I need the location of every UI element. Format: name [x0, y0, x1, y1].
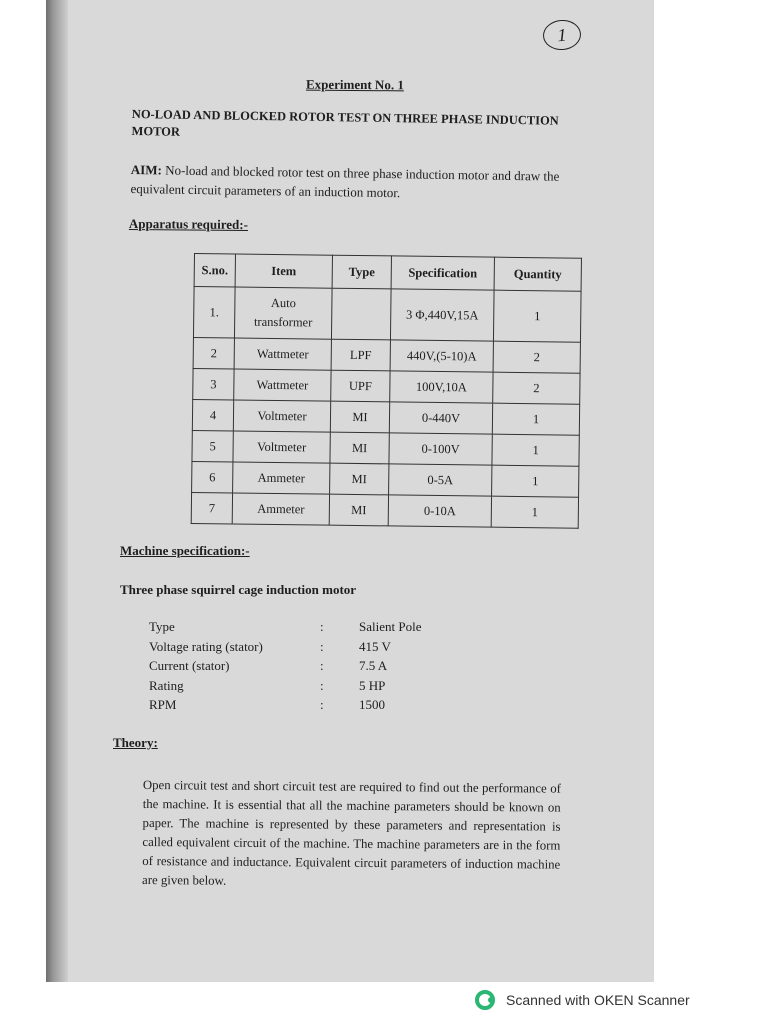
cell-type: MI: [330, 401, 389, 433]
cell-type: MI: [330, 432, 389, 464]
cell-sno: 2: [193, 337, 234, 368]
page-number: 1: [542, 19, 582, 52]
cell-sno: 3: [193, 368, 234, 399]
table-row: [193, 368, 580, 404]
oken-scanner-logo-icon: [474, 989, 496, 1011]
header-sno: S.no.: [194, 254, 235, 287]
scanner-watermark: [474, 988, 690, 1012]
apparatus-heading: Apparatus required:-: [128, 216, 249, 233]
cell-specification: 3 Φ,440V,15A: [390, 289, 494, 341]
table-row: [192, 461, 579, 497]
spec-value: 7.5 A: [359, 658, 388, 673]
table-row: [191, 492, 578, 528]
spec-separator: :: [320, 697, 324, 712]
aim-text: No-load and blocked rotor test on three phase induction motor and draw the equivalent circuit parameters of an induction motor.: [130, 162, 560, 201]
spec-value: Salient Pole: [359, 619, 422, 634]
spec-separator: :: [320, 619, 324, 634]
spec-label: RPM: [149, 697, 177, 712]
cell-item: Wattmeter: [234, 338, 331, 370]
theory-heading: Theory:: [113, 735, 158, 750]
cell-item: Voltmeter: [233, 431, 330, 463]
spec-separator: :: [320, 658, 324, 673]
cell-quantity: 1: [493, 290, 581, 342]
cell-sno: 1.: [193, 287, 235, 338]
experiment-title: Experiment No. 1: [305, 76, 404, 93]
cell-quantity: 2: [493, 341, 580, 373]
cell-item: Wattmeter: [234, 369, 331, 401]
motor-title: Three phase squirrel cage induction motor: [120, 582, 357, 597]
header-type: Type: [332, 255, 391, 289]
cell-item: Ammeter: [232, 493, 329, 525]
scan-shadow-edge: [46, 0, 68, 982]
cell-item: Ammeter: [233, 462, 330, 494]
table-row: [193, 337, 580, 373]
table-header-row: [194, 254, 581, 292]
header-specification: Specification: [391, 256, 494, 290]
cell-sno: 7: [191, 492, 232, 523]
table-row: [193, 287, 581, 343]
cell-type: [331, 288, 391, 340]
cell-specification: 0-5A: [389, 464, 492, 496]
cell-specification: 0-440V: [389, 402, 492, 434]
main-title: NO-LOAD AND BLOCKED ROTOR TEST ON THREE PHASE INDUCTION MOTOR: [131, 106, 559, 139]
cell-sno: 5: [192, 430, 233, 461]
header-quantity: Quantity: [494, 257, 581, 291]
header-item: Item: [235, 254, 332, 288]
machine-spec-heading: Machine specification:-: [120, 543, 250, 558]
cell-quantity: 1: [491, 496, 578, 528]
cell-item: Voltmeter: [233, 400, 330, 432]
theory-paragraph: Open circuit test and short circuit test are required to find out the performance of the machine. It is essential that all the machine parameters should be known on paper. The machine is represented by these parameters and representation is called equivalent circuit of the machine. The machine parameters are in the form of resistance and inductance. Equivalent circuit parameters of induction machine are given below.: [142, 777, 561, 888]
aim-paragraph: [130, 160, 561, 205]
spec-value: 5 HP: [359, 677, 386, 693]
cell-sno: 4: [192, 399, 233, 430]
spec-value: 1500: [359, 697, 385, 712]
cell-specification: 0-100V: [389, 433, 492, 465]
cell-type: UPF: [331, 370, 390, 402]
cell-type: MI: [330, 463, 389, 495]
aim-label: AIM:: [130, 161, 163, 178]
spec-value: 415 V: [359, 638, 391, 654]
spec-label: Type: [149, 619, 175, 634]
cell-type: LPF: [331, 339, 390, 371]
cell-quantity: 2: [493, 372, 580, 404]
cell-quantity: 1: [492, 434, 579, 466]
cell-type: MI: [329, 494, 388, 526]
spec-separator: :: [320, 677, 324, 693]
cell-specification: 100V,10A: [390, 371, 493, 403]
cell-quantity: 1: [492, 465, 579, 497]
cell-specification: 440V,(5-10)A: [390, 340, 493, 372]
spec-label: Voltage rating (stator): [149, 638, 263, 654]
cell-item: Auto transformer: [234, 287, 332, 339]
scanner-watermark-text: Scanned with OKEN Scanner: [506, 992, 690, 1008]
table-row: [192, 430, 579, 466]
apparatus-table: [191, 253, 582, 529]
spec-label: Current (stator): [149, 658, 230, 673]
table-row: [192, 399, 579, 435]
cell-quantity: 1: [492, 403, 579, 435]
cell-specification: 0-10A: [388, 495, 491, 527]
cell-sno: 6: [192, 461, 233, 492]
spec-label: Rating: [149, 677, 184, 693]
spec-separator: :: [320, 638, 324, 654]
